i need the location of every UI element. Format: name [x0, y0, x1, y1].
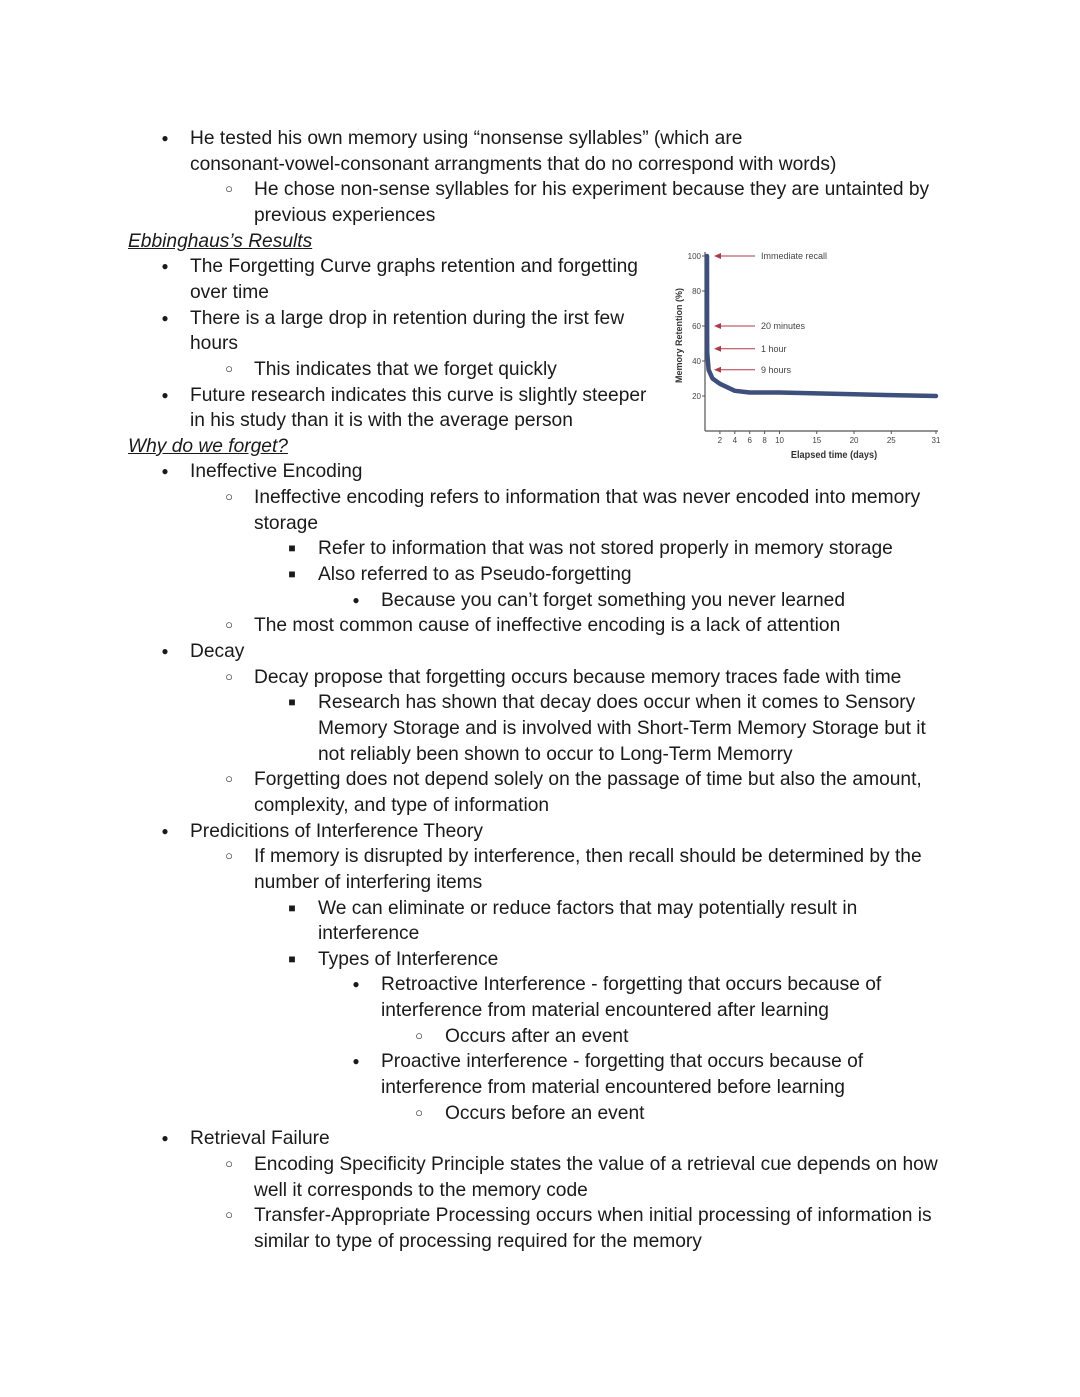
- disc-bullet-icon: [155, 306, 175, 334]
- square-bullet-icon: [282, 562, 302, 590]
- circle-bullet-icon: [219, 665, 239, 692]
- list-item-text: over time: [190, 281, 269, 303]
- forgetting-curve-svg: [672, 244, 948, 468]
- list-item-text: interference from material encountered after learning: [381, 1000, 829, 1022]
- y-tick-label: 20: [692, 392, 701, 401]
- x-tick-label: 15: [812, 436, 822, 445]
- disc-bullet-icon: [155, 459, 175, 487]
- annotation-label: 20 minutes: [761, 321, 806, 331]
- section-heading-results: Ebbinghaus’s Results: [128, 230, 313, 252]
- disc-bullet-icon: [409, 1101, 429, 1128]
- list-item-text: There is a large drop in retention during the irst few: [190, 307, 625, 329]
- section-heading-why-forget: Why do we forget?: [128, 435, 288, 457]
- x-tick-label: 31: [931, 436, 941, 445]
- arrow-left-icon: [714, 253, 721, 259]
- disc-bullet-icon: [155, 819, 175, 847]
- list-item-text: hours: [190, 333, 238, 355]
- list-item-text: interference from material encountered before learning: [381, 1077, 845, 1099]
- list-item-text: storage: [254, 512, 318, 534]
- list-item-text: Occurs after an event: [445, 1025, 629, 1047]
- list-item-text: Forgetting does not depend solely on the passage of time but also the amount,: [254, 769, 922, 791]
- list-item-text: Transfer-Appropriate Processing occurs when initial processing of information is: [254, 1205, 932, 1227]
- disc-bullet-icon: [155, 383, 175, 411]
- list-item-text: Encoding Specificity Principle states the value of a retrieval cue depends on how: [254, 1154, 938, 1175]
- list-item-text: He tested his own memory using “nonsense syllables” (which are: [190, 128, 743, 149]
- disc-bullet-icon: [155, 639, 175, 667]
- list-item-text: Occurs before an event: [445, 1102, 645, 1124]
- list-item-text: He chose non-sense syllables for his experiment because they are untainted by: [254, 179, 930, 201]
- list-item-text: Decay: [190, 641, 245, 662]
- arrow-left-icon: [714, 323, 721, 329]
- list-item-text: Research has shown that decay does occur when it comes to Sensory: [318, 692, 916, 714]
- x-tick-label: 6: [747, 436, 752, 445]
- circle-bullet-icon: [346, 588, 366, 616]
- y-axis-label: Memory Retention (%): [674, 287, 684, 384]
- list-item-text: If memory is disrupted by interference, then recall should be determined by the: [254, 846, 922, 868]
- disc-bullet-icon: [409, 1024, 429, 1051]
- annotation-label: 9 hours: [761, 364, 792, 375]
- circle-bullet-icon: [219, 1203, 239, 1230]
- list-item-text: Retrieval Failure: [190, 1128, 330, 1150]
- disc-bullet-icon: [155, 126, 175, 154]
- circle-bullet-icon: [219, 357, 239, 384]
- list-item-text: not reliably been shown to occur to Long-Term Memorry: [318, 743, 793, 765]
- y-tick-label: 60: [692, 322, 701, 331]
- list-item-text: Ineffective encoding refers to information that was never encoded into memory: [254, 487, 921, 509]
- list-item-text: The most common cause of ineffective encoding is a lack of attention: [254, 615, 841, 637]
- list-item-text: Proactive interference - forgetting that occurs because of: [381, 1051, 864, 1073]
- list-item-text: in his study than it is with the average person: [190, 410, 573, 432]
- list-item-text: Memory Storage and is involved with Short-Term Memory Storage but it: [318, 717, 926, 739]
- circle-bullet-icon: [219, 844, 239, 871]
- list-item-text: The Forgetting Curve graphs retention and forgetting: [190, 256, 638, 278]
- circle-bullet-icon: [346, 972, 366, 1000]
- list-item-text: interference: [318, 923, 420, 945]
- x-tick-label: 4: [732, 436, 738, 445]
- square-bullet-icon: [282, 896, 302, 924]
- square-bullet-icon: [282, 947, 302, 975]
- y-tick-label: 80: [692, 287, 701, 296]
- annotation-label: Immediate recall: [761, 251, 828, 261]
- list-item-text: complexity, and type of information: [254, 794, 550, 816]
- x-tick-label: 2: [717, 436, 723, 445]
- list-item-text: Refer to information that was not stored properly in memory storage: [318, 538, 893, 560]
- list-item-text: Future research indicates this curve is slightly steeper: [190, 384, 647, 406]
- list-item-text: Because you can’t forget something you never learned: [381, 589, 845, 611]
- y-tick-label: 100: [687, 252, 701, 261]
- x-tick-label: 20: [849, 436, 859, 445]
- x-tick-label: 10: [775, 436, 784, 445]
- circle-bullet-icon: [219, 485, 239, 512]
- list-item-text: Ineffective Encoding: [190, 461, 363, 483]
- forgetting-curve-chart: [672, 244, 948, 468]
- list-item-text: Predicitions of Interference Theory: [190, 820, 483, 842]
- arrow-left-icon: [714, 367, 721, 373]
- list-item-text: well it corresponds to the memory code: [254, 1179, 588, 1201]
- square-bullet-icon: [282, 690, 302, 718]
- list-item-text: similar to type of processing required for the memory: [254, 1230, 702, 1252]
- list-item-text: We can eliminate or reduce factors that may potentially result in: [318, 897, 858, 919]
- list-item-text: Types of Interference: [318, 948, 499, 970]
- list-item-text: number of interfering items: [254, 871, 483, 893]
- disc-bullet-icon: [155, 254, 175, 282]
- disc-bullet-icon: [155, 1126, 175, 1154]
- circle-bullet-icon: [219, 613, 239, 640]
- y-tick-label: 40: [692, 357, 701, 366]
- circle-bullet-icon: [219, 177, 239, 204]
- arrow-left-icon: [714, 346, 721, 352]
- list-item-text: Decay propose that forgetting occurs because memory traces fade with time: [254, 666, 902, 688]
- list-item-text: Also referred to as Pseudo-forgetting: [318, 564, 632, 586]
- list-item-text: Retroactive Interference - forgetting that occurs because of: [381, 974, 882, 996]
- circle-bullet-icon: [219, 767, 239, 794]
- list-item-text: previous experiences: [254, 204, 436, 226]
- circle-bullet-icon: [219, 1152, 239, 1179]
- x-tick-label: 25: [886, 436, 896, 445]
- x-axis-label: Elapsed time (days): [790, 449, 878, 462]
- list-item-text: This indicates that we forget quickly: [254, 358, 557, 380]
- annotation-label: 1 hour: [761, 343, 787, 354]
- square-bullet-icon: [282, 536, 302, 564]
- circle-bullet-icon: [346, 1049, 366, 1077]
- x-tick-label: 8: [762, 436, 767, 445]
- list-item-text: consonant-vowel-consonant arrangments that do no correspond with words): [190, 153, 837, 175]
